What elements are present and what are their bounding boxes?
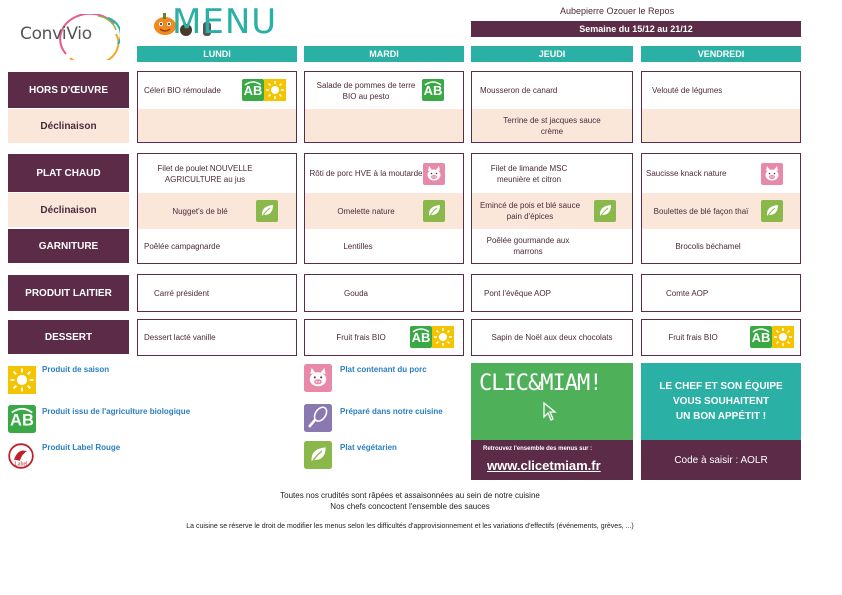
menu-cell: Filet de poulet NOUVELLE AGRICULTURE au jus [137,153,297,193]
menu-cell: Salade de pommes de terre BIO au pesto [304,71,464,109]
chef-line-2: VOUS SOUHAITENT [672,396,770,407]
ab-bio-icon [750,326,772,348]
label-rouge-icon [8,443,34,469]
sun-season-icon [432,326,454,348]
pig-icon [423,163,445,185]
menu-cell: Poêlée campagnarde [137,229,297,264]
menu-cell: Omelette nature [304,193,464,229]
menu-cell: Dessert lacté vanille [137,319,297,356]
ab-bio-icon [410,326,432,348]
menu-cell: Lentilles [304,229,464,264]
menu-cell: Rôti de porc HVE à la moutarde [304,153,464,193]
pig-icon [761,163,783,185]
ab-bio-icon [242,79,264,101]
row-label-declinaison-2: Déclinaison [8,193,129,227]
note-sauces: Nos chefs concoctent l'ensemble des sauces [330,502,490,511]
logo-text: ConviVio [20,24,92,44]
leaf-vegetarian-icon [423,200,445,222]
menu-cell: Gouda [304,274,464,312]
row-label-hors-doeuvre: HORS D'ŒUVRE [8,72,129,108]
row-label-dessert: DESSERT [8,320,129,354]
menu-cell: Sapin de Noël aux deux chocolats [471,319,633,356]
row-label-declinaison-1: Déclinaison [8,109,129,143]
menu-cell: Terrine de st jacques sauce crème [471,109,633,143]
code-panel [641,440,801,480]
menu-cell: Céleri BIO rémoulade [137,71,297,109]
clic-miam-logo: CLIC&MIAM! [479,371,602,396]
row-label-garniture: GARNITURE [8,229,129,263]
menu-cell: Velouté de légumes [641,71,801,109]
leaf-vegetarian-icon [304,441,332,469]
week-banner: Semaine du 15/12 au 21/12 [471,21,801,37]
ab-bio-icon [422,79,444,101]
menu-cell: Pont l'évêque AOP [471,274,633,312]
menu-cell: Filet de limande MSC meunière et citron [471,153,633,193]
menu-cell: Saucisse knack nature [641,153,801,193]
day-header-lundi: LUNDI [137,46,297,62]
note-disclaimer: La cuisine se réserve le droit de modifier les menus selon les difficultés d'approvisionnement et les variations d'effectifs (événements, grèves, ...) [186,523,634,530]
legend-label-rouge: Produit Label Rouge [42,443,121,452]
sun-season-icon [264,79,286,101]
convivio-logo [18,14,118,60]
leaf-vegetarian-icon [761,200,783,222]
legend-cuisine: Préparé dans notre cuisine [340,407,443,416]
row-label-plat-chaud: PLAT CHAUD [8,154,129,192]
menu-cell: Boulettes de blé façon thaï [641,193,801,229]
menu-cell: Nugget's de blé [137,193,297,229]
ab-bio-icon [8,405,36,433]
menu-cell [137,109,297,143]
menu-cell: Comte AOP [641,274,801,312]
code-text: Code à saisir : AOLR [674,454,768,466]
clic-miam-url-panel[interactable] [471,440,633,480]
sun-season-icon [772,326,794,348]
sun-season-icon [8,366,36,394]
leaf-vegetarian-icon [256,200,278,222]
menu-cell: Brocolis béchamel [641,229,801,264]
menu-title: MENU [172,2,278,42]
school-name: Aubepierre Ozouer le Repos [560,6,675,16]
day-header-mardi: MARDI [304,46,464,62]
menu-cell: Emincé de pois et blé sauce pain d'épices [471,193,633,229]
chef-message-panel [641,363,801,440]
menu-cell: Fruit frais BIO [304,319,464,356]
whisk-cooking-icon [304,404,332,432]
legend-bio: Produit issu de l'agriculture biologique [42,407,191,416]
cursor-icon [541,401,559,423]
clic-miam-link[interactable]: www.clicetmiam.fr [487,458,601,473]
day-header-jeudi: JEUDI [471,46,633,62]
note-crudites: Toutes nos crudités sont râpées et assaisonnées au sein de notre cuisine [280,491,540,500]
pig-icon [304,364,332,392]
row-label-produit-laitier: PRODUIT LAITIER [8,275,129,311]
chef-line-3: UN BON APPÉTIT ! [675,411,767,422]
menu-cell [304,109,464,143]
menu-cell: Poêlée gourmande aux marrons [471,229,633,264]
legend-saison: Produit de saison [42,365,110,374]
legend-porc: Plat contenant du porc [340,365,427,374]
retrouvez-text: Retrouvez l'ensemble des menus sur : [483,446,593,452]
menu-cell [641,109,801,143]
legend-vegetarien: Plat végétarien [340,443,397,452]
leaf-vegetarian-icon [594,200,616,222]
clic-miam-panel[interactable] [471,363,633,440]
menu-cell: Mousseron de canard [471,71,633,109]
day-header-vendredi: VENDREDI [641,46,801,62]
chef-line-1: LE CHEF ET SON ÉQUIPE [659,381,783,392]
menu-cell: Carré président [137,274,297,312]
menu-cell: Fruit frais BIO [641,319,801,356]
